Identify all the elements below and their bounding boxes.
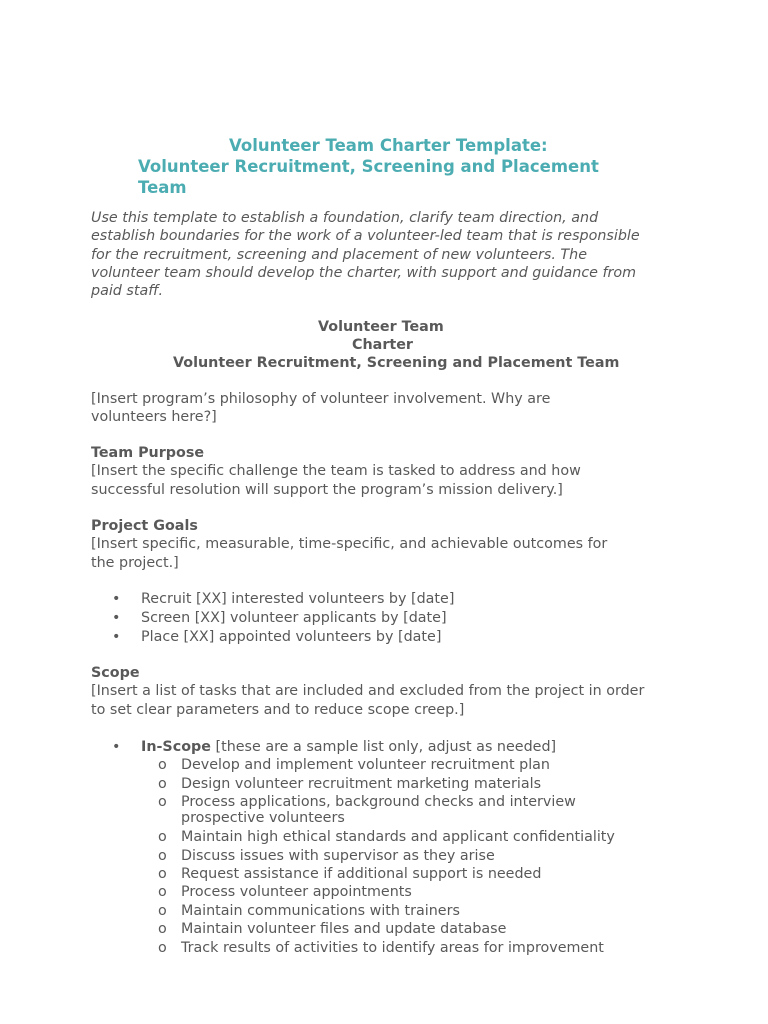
in-scope-task: Request assistance if additional support is needed — [181, 866, 542, 882]
circle-bullet-icon: o — [158, 829, 167, 845]
circle-bullet-icon: o — [158, 848, 167, 864]
in-scope-task: Process volunteer appointments — [181, 884, 412, 900]
in-scope-task: Maintain volunteer files and update database — [181, 921, 507, 937]
bullet-icon: • — [112, 610, 121, 626]
in-scope-item — [141, 738, 556, 756]
intro-line: Use this template to establish a foundation, clarify team direction, and — [91, 210, 599, 226]
scope-heading: Scope — [91, 665, 140, 681]
charter-heading-line3: Volunteer Recruitment, Screening and Placement Team — [173, 355, 620, 371]
project-goals-heading: Project Goals — [91, 518, 198, 534]
in-scope-task: Process applications, background checks and interview — [181, 794, 576, 810]
bullet-icon: • — [112, 739, 121, 755]
in-scope-task: Develop and implement volunteer recruitment plan — [181, 757, 550, 773]
goal-item: Screen [XX] volunteer applicants by [date] — [141, 610, 447, 626]
doc-title-line3: Team — [138, 178, 187, 197]
philosophy-line2: volunteers here?] — [91, 409, 217, 425]
intro-line: for the recruitment, screening and placement of new volunteers. The — [91, 246, 587, 263]
intro-line: volunteer team should develop the charter, with support and guidance from — [91, 264, 637, 281]
team-purpose-line1: [Insert the specific challenge the team is tasked to address and how — [91, 463, 581, 479]
circle-bullet-icon: o — [158, 940, 167, 956]
in-scope-task: Maintain communications with trainers — [181, 903, 460, 919]
in-scope-label: In-Scope — [141, 739, 211, 755]
project-goals-line1: [Insert specific, measurable, time-specific, and achievable outcomes for — [91, 536, 608, 552]
intro-line: paid staff. — [91, 283, 164, 300]
team-purpose-line2: successful resolution will support the program’s mission delivery.] — [91, 482, 563, 498]
philosophy-line1: [Insert program’s philosophy of volunteer involvement. Why are — [91, 391, 551, 407]
in-scope-task: Track results of activities to identify areas for improvement — [181, 940, 604, 956]
intro-line: establish boundaries for the work of a volunteer-led team that is responsible — [91, 228, 640, 245]
team-purpose-heading: Team Purpose — [91, 445, 205, 461]
in-scope-task-continuation: prospective volunteers — [181, 810, 345, 826]
bullet-icon: • — [112, 629, 121, 645]
in-scope-note: [these are a sample list only, adjust as needed] — [210, 739, 557, 755]
circle-bullet-icon: o — [158, 757, 167, 773]
in-scope-task: Discuss issues with supervisor as they arise — [181, 848, 495, 864]
doc-title-line1: Volunteer Team Charter Template: — [229, 136, 548, 155]
circle-bullet-icon: o — [158, 794, 167, 810]
scope-line2: to set clear parameters and to reduce scope creep.] — [91, 702, 465, 718]
charter-heading-line2: Charter — [352, 337, 413, 353]
goal-item: Place [XX] appointed volunteers by [date] — [141, 629, 442, 645]
circle-bullet-icon: o — [158, 776, 167, 792]
in-scope-task: Maintain high ethical standards and applicant confidentiality — [181, 829, 615, 845]
circle-bullet-icon: o — [158, 884, 167, 900]
doc-title-line2: Volunteer Recruitment, Screening and Placement — [138, 157, 599, 176]
project-goals-line2: the project.] — [91, 555, 179, 571]
circle-bullet-icon: o — [158, 866, 167, 882]
in-scope-task: Design volunteer recruitment marketing materials — [181, 776, 542, 792]
goal-item: Recruit [XX] interested volunteers by [date] — [141, 591, 455, 607]
circle-bullet-icon: o — [158, 921, 167, 937]
bullet-icon: • — [112, 591, 121, 607]
charter-heading-line1: Volunteer Team — [318, 319, 444, 335]
circle-bullet-icon: o — [158, 903, 167, 919]
intro-paragraph — [91, 209, 681, 300]
scope-line1: [Insert a list of tasks that are included and excluded from the project in order — [91, 683, 645, 699]
